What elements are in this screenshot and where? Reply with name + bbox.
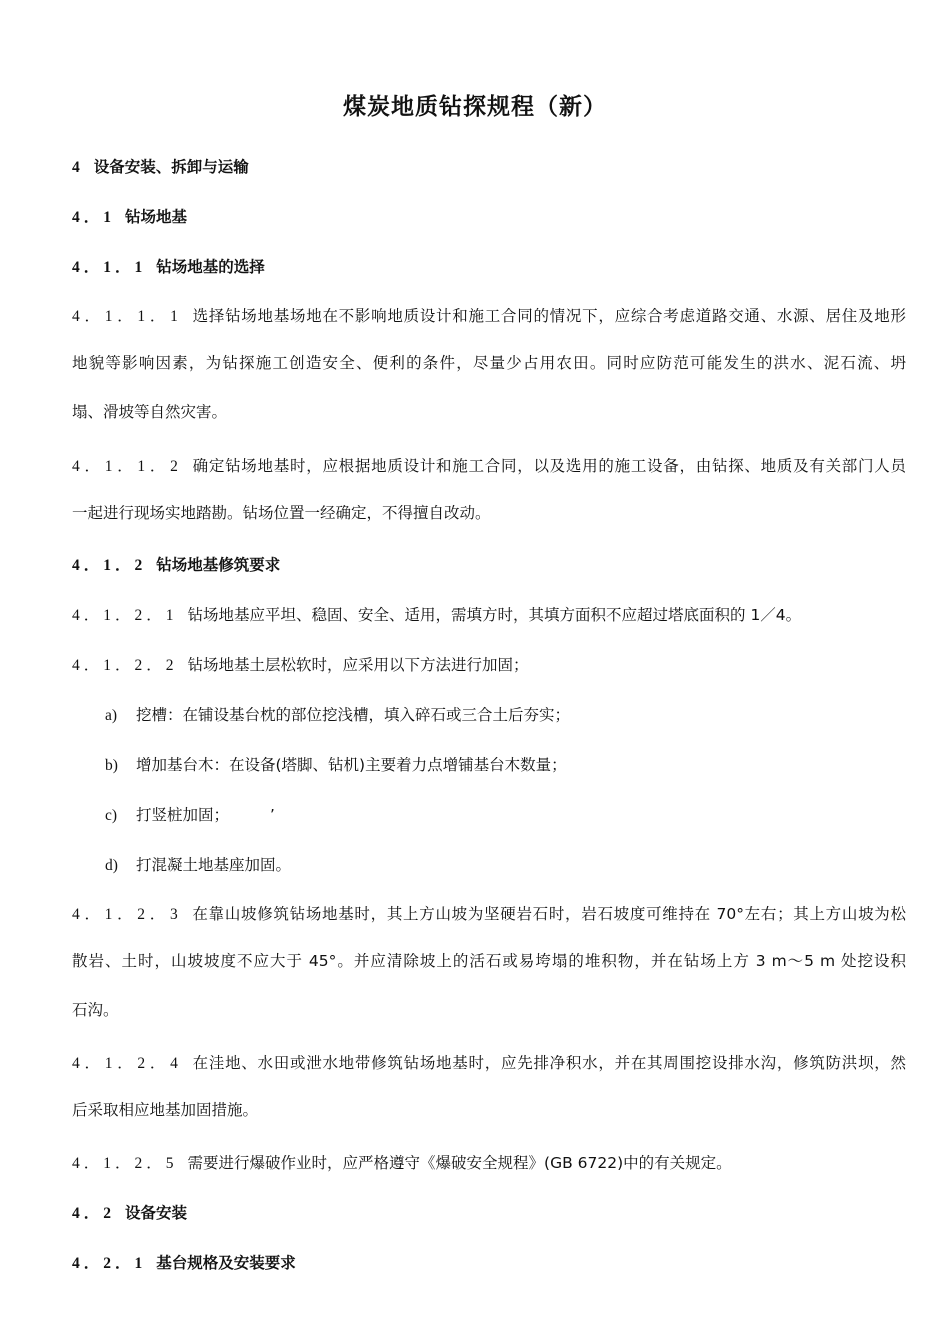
clause-4-1-2-3-line-1 — [72, 904, 906, 925]
list-item-text: 打混凝土地基座加固。 — [136, 856, 292, 874]
clause-4-1-1-1-line-3 — [72, 402, 227, 422]
section-number: 4．1．2 — [72, 557, 147, 574]
clause-number: 4．1．2．5 — [72, 1155, 178, 1172]
clause-text: 钻场地基应平坦、稳固、安全、适用，需填方时，其填方面积不应超过塔底面积的 1／4。 — [187, 606, 802, 624]
list-item-label: b) — [105, 757, 118, 774]
stray-mark: ’ — [270, 806, 275, 824]
clause-4-1-2-4-line-2 — [72, 1100, 258, 1120]
clause-text: 塌、滑坡等自然灾害。 — [72, 403, 228, 421]
section-heading-4-1 — [72, 207, 187, 228]
section-title: 基台规格及安装要求 — [156, 1254, 296, 1272]
list-item-text: 挖槽：在铺设基台枕的部位挖浅槽，填入碎石或三合土后夯实； — [136, 706, 571, 724]
section-number: 4 — [72, 159, 84, 176]
clause-text: 后采取相应地基加固措施。 — [72, 1101, 259, 1119]
list-item-label: a) — [105, 707, 118, 724]
list-item-label: c) — [105, 807, 118, 824]
clause-4-1-1-1-line-1 — [72, 306, 906, 327]
section-title: 设备安装 — [125, 1204, 188, 1222]
list-item-label: d) — [105, 857, 118, 874]
section-number: 4．1 — [72, 209, 116, 226]
clause-4-1-1-1-line-2 — [72, 353, 906, 373]
clause-text: 需要进行爆破作业时，应严格遵守《爆破安全规程》(GB 6722)中的有关规定。 — [187, 1154, 732, 1172]
clause-text: 在洼地、水田或泄水地带修筑钻场地基时，应先排净积水，并在其周围挖设排水沟，修筑防洪坝，然 — [191, 1054, 906, 1072]
section-title: 钻场地基的选择 — [156, 258, 265, 276]
section-title: 钻场地基修筑要求 — [156, 556, 281, 574]
clause-number: 4．1．1．1 — [72, 308, 182, 325]
document-title: 煤炭地质钻探规程（新） — [343, 94, 607, 120]
clause-text: 选择钻场地基场地在不影响地质设计和施工合同的情况下，应综合考虑道路交通、水源、居住及地形 — [191, 307, 906, 325]
section-heading-4-1-1 — [72, 257, 265, 278]
clause-text: 散岩、土时，山坡坡度不应大于 45°。并应清除坡上的活石或易垮塌的堆积物，并在钻场上方 3 m～5 m 处挖设积 — [72, 952, 906, 970]
clause-4-1-2-5 — [72, 1153, 732, 1174]
clause-4-1-1-2-line-2 — [72, 503, 491, 523]
clause-4-1-2-2 — [72, 655, 529, 676]
clause-text: 钻场地基土层松软时，应采用以下方法进行加固； — [187, 656, 529, 674]
clause-number: 4．1．2．4 — [72, 1055, 182, 1072]
clause-text: 石沟。 — [72, 1001, 119, 1019]
clause-number: 4．1．2．1 — [72, 607, 178, 624]
list-item-text: 增加基台木：在设备(塔脚、钻机)主要着力点增铺基台木数量； — [136, 756, 567, 774]
list-item-d — [105, 855, 291, 876]
clause-4-1-2-3-line-2 — [72, 951, 906, 971]
section-heading-4-2 — [72, 1203, 187, 1224]
clause-4-1-2-1 — [72, 605, 801, 626]
section-heading-4-1-2 — [72, 555, 280, 576]
clause-number: 4．1．2．2 — [72, 657, 178, 674]
section-title: 设备安装、拆卸与运输 — [93, 158, 249, 176]
clause-number: 4．1．2．3 — [72, 906, 182, 923]
section-heading-4 — [72, 157, 249, 178]
clause-text: 一起进行现场实地踏勘。钻场位置一经确定，不得擅自改动。 — [72, 504, 491, 522]
clause-text: 确定钻场地基时，应根据地质设计和施工合同，以及选用的施工设备，由钻探、地质及有关部门人员 — [191, 457, 906, 475]
list-item-text: 打竖桩加固； — [136, 806, 230, 824]
list-item-a — [105, 705, 570, 726]
clause-4-1-2-4-line-1 — [72, 1053, 906, 1074]
clause-text: 在靠山坡修筑钻场地基时，其上方山坡为坚硬岩石时，岩石坡度可维持在 70°左右；其上方山坡为松 — [191, 905, 906, 923]
section-heading-4-2-1 — [72, 1253, 296, 1274]
clause-number: 4．1．1．2 — [72, 458, 182, 475]
list-item-b — [105, 755, 567, 776]
section-number: 4．2．1 — [72, 1255, 147, 1272]
section-number: 4．1．1 — [72, 259, 147, 276]
list-item-c — [105, 805, 229, 826]
section-number: 4．2 — [72, 1205, 116, 1222]
clause-text: 地貌等影响因素，为钻探施工创造安全、便利的条件，尽量少占用农田。同时应防范可能发生的洪水、泥石流、坍 — [72, 354, 906, 372]
section-title: 钻场地基 — [125, 208, 188, 226]
clause-4-1-2-3-line-3 — [72, 1000, 119, 1020]
clause-4-1-1-2-line-1 — [72, 456, 906, 477]
